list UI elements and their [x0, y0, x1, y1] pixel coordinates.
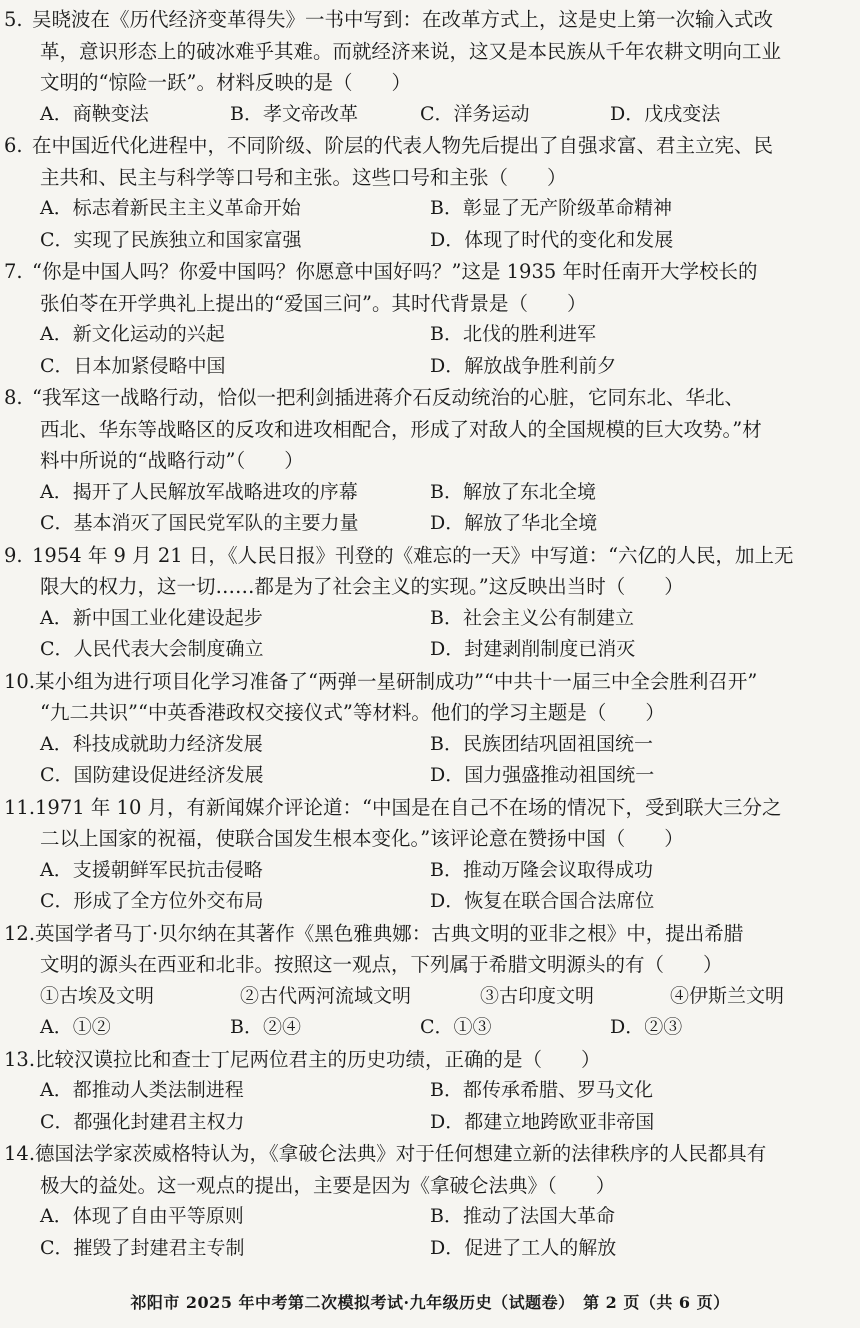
question-stem-line: 文明的源头在西亚和北非。按照这一观点，下列属于希腊文明源头的有（ ）	[40, 953, 723, 976]
question-10	[4, 666, 848, 792]
statement-item: ②古代两河流域文明	[240, 984, 412, 1007]
statement-item: ①古埃及文明	[40, 984, 155, 1007]
question-list	[4, 4, 848, 1264]
answer-option-a: A．科技成就助力经济发展	[40, 732, 263, 755]
question-stem-text: 吴晓波在《历代经济变革得失》一书中写到：在改革方式上，这是史上第一次输入式改	[32, 8, 774, 31]
question-stem-line: 革，意识形态上的破冰难乎其难。而就经济来说，这又是本民族从千年农耕文明向工业	[40, 39, 782, 63]
page-footer: 祁阳市 2025 年中考第二次模拟考试·九年级历史（试题卷） 第 2 页（共 6 页）	[130, 1293, 730, 1312]
question-stem-line: 极大的益处。这一观点的提出，主要是因为《拿破仑法典》（ ）	[40, 1173, 616, 1197]
answer-option-a: A．新中国工业化建设起步	[40, 606, 263, 629]
question-8	[4, 382, 848, 540]
answer-options	[4, 99, 848, 131]
question-stem-text: “我军这一战略行动，恰似一把利剑插进蒋介石反动统治的心脏，它同东北、华北、	[32, 386, 744, 409]
question-stem-line	[4, 918, 848, 950]
answer-option-b: B．孝文帝改革	[230, 102, 358, 125]
answer-option-a: A．体现了自由平等原则	[40, 1205, 244, 1227]
answer-options	[4, 603, 848, 666]
answer-option-b: B．②④	[230, 1016, 301, 1038]
question-stem-line: 主共和、民主与科学等口号和主张。这些口号和主张（ ）	[40, 165, 567, 189]
question-stem-line	[4, 256, 848, 288]
answer-option-c: C．洋务运动	[420, 102, 530, 125]
question-stem-line: 二以上国家的祝福，使联合国发生根本变化。”该评论意在赞扬中国（ ）	[40, 827, 684, 850]
question-stem-text: 英国学者马丁·贝尔纳在其著作《黑色雅典娜：古典文明的亚非之根》中，提出希腊	[35, 921, 744, 945]
question-stem-line	[4, 382, 848, 414]
answer-option-d: D．促进了工人的解放	[430, 1236, 617, 1259]
question-9	[4, 540, 848, 666]
question-stem-line: 西北、华东等战略区的反攻和进攻相配合，形成了对敌人的全国规模的巨大攻势。”材	[40, 417, 762, 441]
answer-option-b: B．民族团结巩固祖国统一	[430, 732, 653, 755]
answer-options	[4, 1075, 848, 1138]
question-number: 12.	[4, 921, 36, 945]
answer-option-c: C．日本加紧侵略中国	[40, 354, 226, 377]
answer-option-b: B．推动万隆会议取得成功	[430, 858, 653, 881]
answer-option-d: D．解放战争胜利前夕	[430, 354, 617, 377]
question-stem-text: 在中国近代化进程中，不同阶级、阶层的代表人物先后提出了自强求富、君主立宪、民	[32, 134, 774, 157]
question-number: 8.	[4, 386, 23, 409]
answer-option-a: A．揭开了人民解放军战略进攻的序幕	[40, 480, 358, 503]
statement-list	[4, 981, 848, 1013]
question-stem-text: 1971 年 10 月，有新闻媒介评论道：“中国是在自己不在场的情况下，受到联大三分之	[35, 795, 782, 819]
answer-option-d: D．都建立地跨欧亚非帝国	[430, 1110, 655, 1133]
answer-option-c: C．人民代表大会制度确立	[40, 638, 264, 660]
question-number: 9.	[4, 543, 23, 567]
question-7	[4, 256, 848, 382]
answer-option-a: A．支援朝鲜军民抗击侵略	[40, 858, 263, 881]
answer-option-c: C．都强化封建君主权力	[40, 1110, 245, 1133]
question-stem-line: 张伯苓在开学典礼上提出的“爱国三问”。其时代背景是（ ）	[40, 291, 587, 315]
answer-option-d: D．戊戌变法	[610, 102, 721, 125]
answer-options	[4, 729, 848, 792]
answer-options	[4, 477, 848, 540]
answer-options	[4, 1201, 848, 1264]
question-number: 5.	[4, 8, 23, 31]
answer-option-b: B．社会主义公有制建立	[430, 606, 634, 629]
answer-option-a: A．①②	[40, 1016, 111, 1038]
answer-option-d: D．解放了华北全境	[430, 512, 598, 534]
question-6	[4, 130, 848, 256]
answer-option-d: D．国力强盛推动祖国统一	[430, 764, 655, 786]
question-stem-line	[4, 666, 848, 698]
answer-options	[4, 193, 848, 256]
question-stem-text: 德国法学家茨威格特认为，《拿破仑法典》对于任何想建立新的法律秩序的人民都具有	[35, 1142, 767, 1165]
answer-option-d: D．恢复在联合国合法席位	[430, 890, 655, 912]
question-number: 13.	[4, 1047, 36, 1071]
question-stem-line	[4, 1138, 848, 1170]
answer-option-a: A．都推动人类法制进程	[40, 1079, 244, 1101]
answer-option-d: D．封建剥削制度已消灭	[430, 638, 636, 660]
answer-option-b: B．北伐的胜利进军	[430, 323, 596, 345]
question-stem-line: 文明的“惊险一跃”。材料反映的是（ ）	[40, 71, 411, 94]
question-stem-line	[4, 540, 848, 572]
question-11	[4, 792, 848, 918]
answer-option-c: C．基本消灭了国民党军队的主要力量	[40, 512, 359, 534]
question-stem-line: 限大的权力，这一切……都是为了社会主义的实现。”这反映出当时（ ）	[40, 575, 684, 598]
answer-option-c: C．摧毁了封建君主专制	[40, 1236, 245, 1259]
question-5	[4, 4, 848, 130]
question-stem-line	[4, 4, 848, 36]
answer-option-a: A．标志着新民主主义革命开始	[40, 197, 301, 219]
answer-option-c: C．形成了全方位外交布局	[40, 890, 264, 912]
answer-option-c: C．①③	[420, 1016, 492, 1038]
answer-option-b: B．都传承希腊、罗马文化	[430, 1079, 653, 1101]
answer-option-a: A．商鞅变法	[40, 102, 149, 125]
question-stem-line	[4, 130, 848, 162]
question-12	[4, 918, 848, 1044]
answer-options	[4, 319, 848, 382]
question-stem-line: 料中所说的“战略行动”（ ）	[40, 449, 304, 472]
answer-options	[4, 1012, 848, 1044]
question-stem-line: “九二共识”“中英香港政权交接仪式”等材料。他们的学习主题是（ ）	[40, 701, 665, 724]
statement-item: ④伊斯兰文明	[670, 984, 785, 1007]
answer-option-b: B．解放了东北全境	[430, 480, 596, 503]
question-number: 14.	[4, 1142, 36, 1165]
question-stem-text: 某小组为进行项目化学习准备了“两弹一星研制成功”“中共十一届三中全会胜利召开”	[35, 669, 758, 693]
answer-option-d: D．②③	[610, 1016, 683, 1038]
question-14	[4, 1138, 848, 1264]
answer-option-a: A．新文化运动的兴起	[40, 323, 225, 345]
question-number: 10.	[4, 669, 36, 693]
question-stem-text: “你是中国人吗？你爱中国吗？你愿意中国好吗？”这是 1935 年时任南开大学校长的	[32, 260, 758, 283]
answer-option-b: B．彰显了无产阶级革命精神	[430, 197, 672, 219]
answer-options	[4, 855, 848, 918]
question-stem-text: 比较汉谟拉比和查士丁尼两位君主的历史功绩，正确的是（ ）	[35, 1047, 601, 1071]
question-number: 11.	[4, 795, 36, 819]
answer-option-c: C．实现了民族独立和国家富强	[40, 228, 302, 251]
answer-option-d: D．体现了时代的变化和发展	[430, 228, 674, 251]
question-number: 6.	[4, 134, 23, 157]
question-number: 7.	[4, 260, 23, 283]
question-stem-line	[4, 792, 848, 824]
question-stem-line	[4, 1044, 848, 1076]
question-13	[4, 1044, 848, 1139]
answer-option-b: B．推动了法国大革命	[430, 1205, 615, 1227]
question-stem-text: 1954 年 9 月 21 日，《人民日报》刊登的《难忘的一天》中写道：“六亿的人民，加上无	[32, 543, 794, 567]
statement-item: ③古印度文明	[480, 984, 595, 1007]
answer-option-c: C．国防建设促进经济发展	[40, 764, 264, 786]
